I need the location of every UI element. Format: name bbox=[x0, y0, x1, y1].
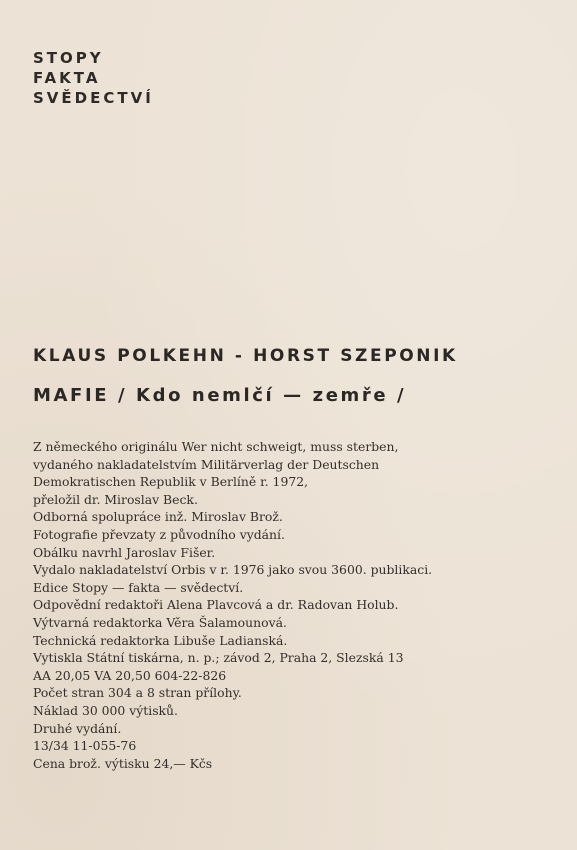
imprint-line: Druhé vydání. bbox=[33, 720, 122, 736]
imprint-line: Edice Stopy — fakta — svědectví. bbox=[33, 579, 244, 595]
imprint-line: Obálku navrhl Jaroslav Fišer. bbox=[33, 544, 216, 560]
imprint bbox=[33, 438, 432, 772]
imprint-line: Počet stran 304 a 8 stran přílohy. bbox=[33, 685, 242, 701]
imprint-line: Odpovědní redaktoři Alena Plavcová a dr. Radovan Holub. bbox=[33, 597, 399, 613]
imprint-line: Náklad 30 000 výtisků. bbox=[33, 702, 178, 718]
imprint-line: Z německého originálu Wer nicht schweigt, muss sterben, bbox=[33, 439, 399, 454]
imprint-line: Cena brož. výtisku 24,— Kčs bbox=[33, 755, 213, 771]
series-name bbox=[33, 48, 154, 108]
imprint-line: Vydalo nakladatelství Orbis v r. 1976 jako svou 3600. publikaci. bbox=[33, 562, 433, 578]
imprint-line: 13/34 11-055-76 bbox=[33, 738, 137, 754]
imprint-line: Demokratischen Republik v Berlíně r. 1972, bbox=[33, 474, 309, 490]
series-line: STOPY bbox=[33, 49, 104, 67]
imprint-line: vydaného nakladatelstvím Militärverlag der Deutschen bbox=[33, 456, 380, 472]
imprint-line: Výtvarná redaktorka Věra Šalamounová. bbox=[33, 614, 287, 630]
imprint-line: Technická redaktorka Libuše Ladianská. bbox=[33, 632, 288, 648]
book-title: MAFIE / Kdo nemlčí — zemře / bbox=[33, 385, 407, 406]
imprint-line: Fotografie převzaty z původního vydání. bbox=[33, 526, 285, 542]
imprint-line: AA 20,05 VA 20,50 604-22-826 bbox=[33, 667, 227, 683]
imprint-line: přeložil dr. Miroslav Beck. bbox=[33, 491, 198, 507]
series-line: SVĚDECTVÍ bbox=[33, 89, 154, 107]
series-line: FAKTA bbox=[33, 69, 101, 87]
book-authors: KLAUS POLKEHN - HORST SZEPONIK bbox=[33, 346, 458, 366]
imprint-line: Vytiskla Státní tiskárna, n. p.; závod 2, Praha 2, Slezská 13 bbox=[33, 650, 404, 666]
imprint-line: Odborná spolupráce inž. Miroslav Brož. bbox=[33, 509, 283, 525]
